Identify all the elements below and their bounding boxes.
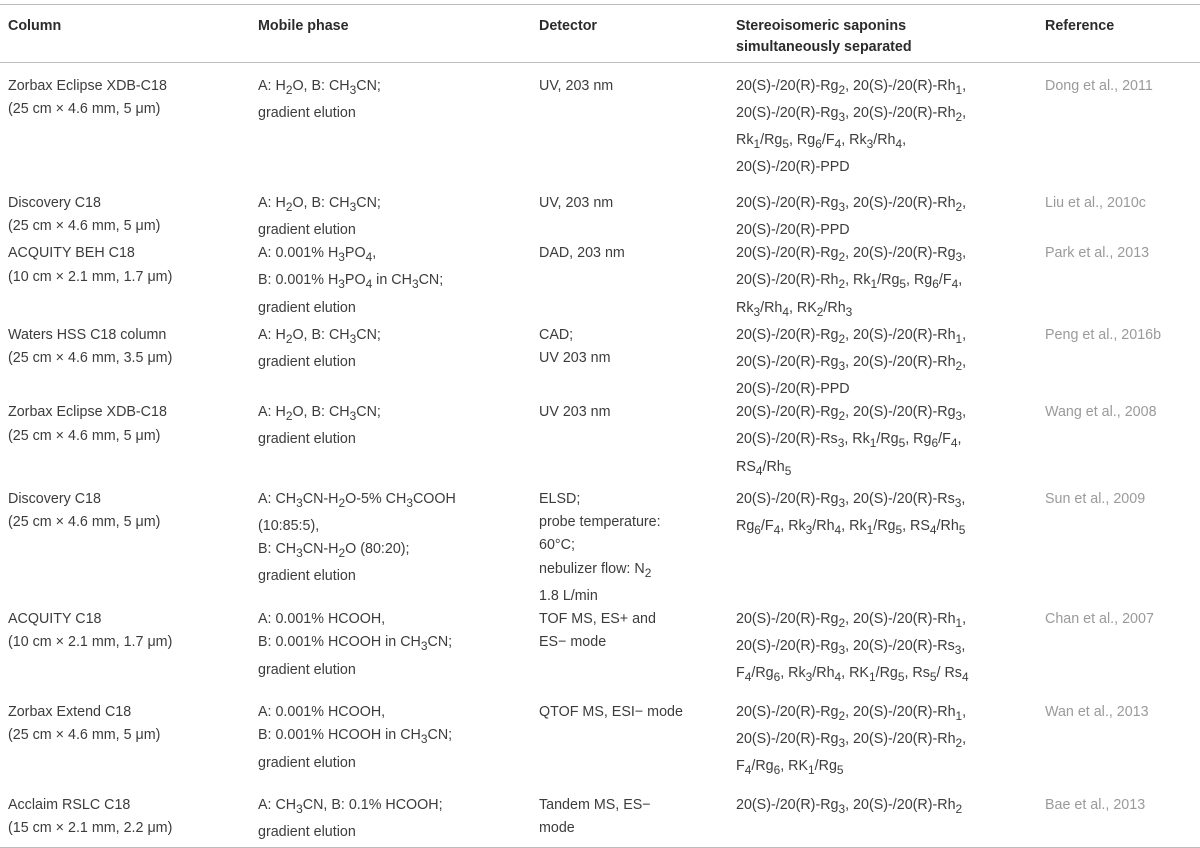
cell-detector: UV, 203 nm bbox=[539, 78, 614, 94]
cell-saponins: $20(S)-/20(R)-Rg_3$, $20(S)-/20(R)-Rh_2$ bbox=[728, 794, 1037, 847]
cell-column: Zorbax Extend C18 (25 cm × 4.6 mm, 5 μm) bbox=[8, 704, 161, 744]
cell-mobile-phase: A: $H_2O$, B: $CH_3CN$; gradient elution bbox=[258, 326, 381, 370]
table-row bbox=[0, 242, 1200, 323]
table-row bbox=[0, 324, 1200, 402]
cell-reference: Wang et al., 2008 bbox=[1045, 404, 1157, 421]
table-row bbox=[0, 180, 1200, 242]
cell-reference: Sun et al., 2009 bbox=[1045, 490, 1146, 507]
cell-mobile-phase: A: $CH_3CN$, B: 0.1% HCOOH; gradient elution bbox=[250, 794, 531, 847]
cell-reference: Liu et al., 2010c bbox=[1045, 194, 1146, 211]
cell-detector: CAD; UV 203 nm bbox=[539, 326, 611, 366]
cell-detector: Tandem MS, ES− mode bbox=[531, 794, 728, 847]
cell-mobile-phase: A: $H_2O$, B: $CH_3CN$; gradient elution bbox=[258, 194, 381, 238]
table-header bbox=[0, 5, 1200, 63]
header-saponins: Stereoisomeric saponins simultaneously separated bbox=[728, 5, 1037, 63]
cell-reference: Chan et al., 2007 bbox=[1045, 611, 1154, 628]
header-reference: Reference bbox=[1037, 5, 1200, 63]
cell-column: ACQUITY BEH C18 (10 cm × 2.1 mm, 1.7 μm) bbox=[8, 245, 173, 285]
table-row bbox=[0, 401, 1200, 482]
cell-column: Acclaim RSLC C18 (15 cm × 2.1 mm, 2.2 μm) bbox=[0, 794, 250, 847]
cell-mobile-phase: A: $H_2O$, B: $CH_3CN$; gradient elution bbox=[258, 404, 381, 448]
cell-mobile-phase: A: $H_2O$, B: $CH_3CN$; gradient elution bbox=[258, 78, 381, 122]
cell-saponins: $20(S)-/20(R)-Rg_2$, $20(S)-/20(R)-Rh_1$, $20(S)-/20(R)-Rg_3$, $20(S)-/20(R)-Rh_2$, 20(S)-/20(R)-PPD bbox=[736, 326, 967, 397]
table-row bbox=[0, 608, 1200, 701]
cell-column: ACQUITY C18 (10 cm × 2.1 mm, 1.7 μm) bbox=[8, 611, 173, 651]
cell-mobile-phase: A: 0.001% HCOOH, B: 0.001% HCOOH in $CH_3CN$; gradient elution bbox=[258, 704, 453, 771]
cell-reference: Dong et al., 2011 bbox=[1045, 78, 1153, 94]
cell-saponins: $20(S)-/20(R)-Rg_2$, $20(S)-/20(R)-Rh_1$, $20(S)-/20(R)-Rg_3$, $20(S)-/20(R)-Rh_2$, $F_4/Rg_6$, $RK_1/Rg_5$ bbox=[736, 704, 967, 778]
cell-detector: UV, 203 nm bbox=[539, 194, 614, 211]
header-detector: Detector bbox=[531, 5, 728, 63]
cell-detector: UV 203 nm bbox=[539, 404, 611, 421]
cell-detector: DAD, 203 nm bbox=[539, 245, 625, 262]
cell-saponins: $20(S)-/20(R)-Rg_2$, $20(S)-/20(R)-Rh_1$, $20(S)-/20(R)-Rg_3$, $20(S)-/20(R)-Rh_2$, $Rk_1/Rg_5$, $Rg_6/F_4$, $Rk_3/Rh_4$, 20(S)-/20(R)-PPD bbox=[736, 78, 967, 176]
cell-column: Zorbax Eclipse XDB-C18 (25 cm × 4.6 mm, 5 μm) bbox=[8, 78, 167, 118]
cell-detector: QTOF MS, ESI− mode bbox=[539, 704, 683, 721]
table-body bbox=[0, 63, 1200, 848]
cell-saponins: $20(S)-/20(R)-Rg_2$, $20(S)-/20(R)-Rg_3$, $20(S)-/20(R)-Rh_2$, $Rk_1/Rg_5$, $Rg_6/F_4$, $Rk_3/Rh_4$, $RK_2/Rh_3$ bbox=[736, 245, 967, 319]
header-mobile-phase: Mobile phase bbox=[250, 5, 531, 63]
cell-reference: Peng et al., 2016b bbox=[1045, 326, 1162, 343]
table-row bbox=[0, 701, 1200, 794]
cell-detector: TOF MS, ES+ and ES− mode bbox=[539, 611, 656, 651]
saponin-separation-table bbox=[0, 4, 1200, 848]
table-row bbox=[0, 63, 1200, 180]
cell-column: Zorbax Eclipse XDB-C18 (25 cm × 4.6 mm, 5 μm) bbox=[8, 404, 167, 444]
cell-column: Discovery C18 (25 cm × 4.6 mm, 5 μm) bbox=[8, 194, 161, 235]
cell-detector: ELSD; probe temperature: 60°C; nebulizer flow: $N_2$ 1.8 L/min bbox=[539, 490, 661, 604]
cell-mobile-phase: A: 0.001% $H_3PO_4$, B: 0.001% $H_3PO_4$ in $CH_3CN$; gradient elution bbox=[258, 245, 444, 316]
cell-saponins: $20(S)-/20(R)-Rg_2$, $20(S)-/20(R)-Rh_1$, $20(S)-/20(R)-Rg_3$, $20(S)-/20(R)-Rs_3$, $F_4/Rg_6$, $Rk_3/Rh_4$, $RK_1/Rg_5$, $Rs_5/$ $Rs_4$ bbox=[736, 611, 969, 685]
cell-mobile-phase: A: 0.001% HCOOH, B: 0.001% HCOOH in $CH_3CN$; gradient elution bbox=[258, 611, 453, 678]
cell-column: Waters HSS C18 column (25 cm × 4.6 mm, 3.5 μm) bbox=[8, 326, 173, 366]
header-column: Column bbox=[0, 5, 250, 63]
cell-reference: Park et al., 2013 bbox=[1045, 245, 1150, 262]
table-row bbox=[0, 483, 1200, 608]
cell-mobile-phase: A: $CH_3CN-H_2O-5\%$ $CH_3COOH$ (10:85:5), B: $CH_3CN-H_2O$ (80:20); gradient elution bbox=[258, 490, 456, 585]
cell-saponins: $20(S)-/20(R)-Rg_3$, $20(S)-/20(R)-Rh_2$, 20(S)-/20(R)-PPD bbox=[736, 194, 967, 238]
cell-saponins: $20(S)-/20(R)-Rg_2$, $20(S)-/20(R)-Rg_3$, $20(S)-/20(R)-Rs_3$, $Rk_1/Rg_5$, $Rg_6/F_4$, $RS_4/Rh_5$ bbox=[736, 404, 967, 478]
header-row bbox=[0, 5, 1200, 63]
cell-column: Discovery C18 (25 cm × 4.6 mm, 5 μm) bbox=[8, 490, 161, 531]
cell-saponins: $20(S)-/20(R)-Rg_3$, $20(S)-/20(R)-Rs_3$, $Rg_6/F_4$, $Rk_3/Rh_4$, $Rk_1/Rg_5$, $RS_4/Rh_5$ bbox=[736, 490, 966, 537]
table-row bbox=[0, 794, 1200, 847]
cell-reference: Bae et al., 2013 bbox=[1037, 794, 1200, 847]
cell-reference: Wan et al., 2013 bbox=[1045, 704, 1149, 721]
